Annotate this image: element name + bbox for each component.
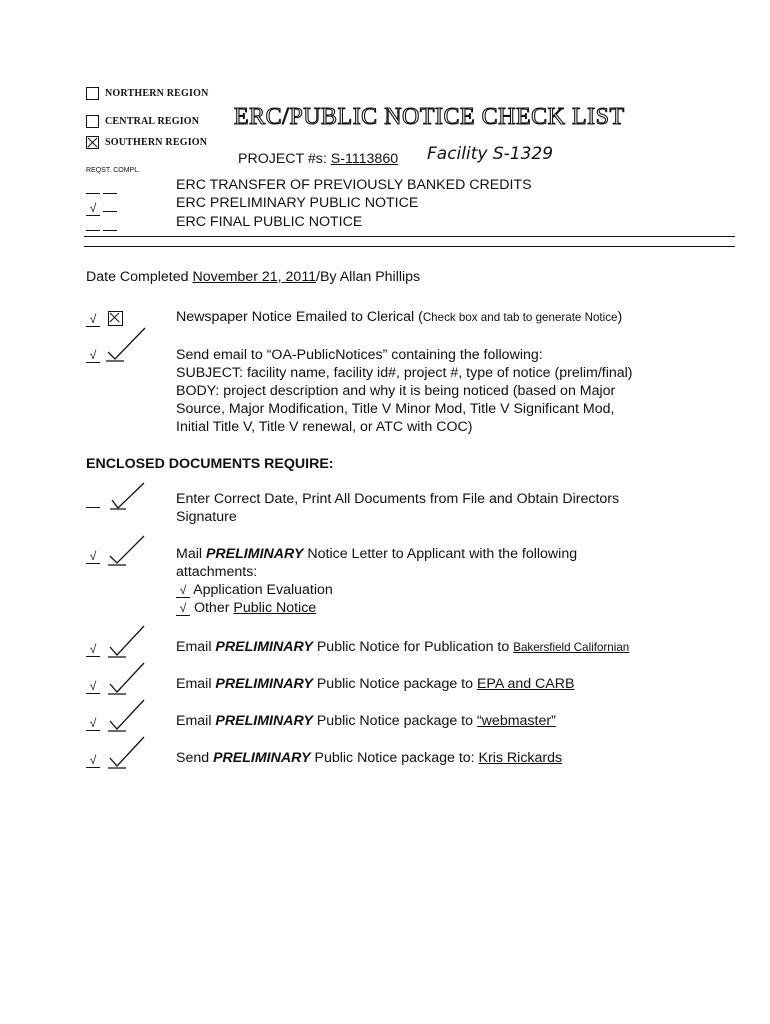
enter-date-handcheck — [110, 481, 146, 511]
email-item-1 — [176, 675, 574, 693]
email-item-3-check[interactable]: √ — [86, 754, 100, 768]
email-item-0-mark — [86, 642, 100, 657]
region-northern[interactable] — [86, 87, 209, 100]
email-item-0-handcheck — [108, 624, 146, 658]
email-item-3-pre: Send — [176, 750, 214, 766]
email-item-0-pre: Email — [176, 639, 216, 655]
newspaper-label: Newspaper Notice Emailed to Clerical ( — [176, 309, 423, 325]
mail-prelim-line-1: attachments: — [176, 564, 258, 580]
mail-prelim-handcheck — [108, 534, 146, 566]
date-completed-value: November 21, 2011 — [192, 269, 317, 285]
attachment-1-value: Public Notice — [233, 600, 317, 616]
enter-date-mark — [86, 494, 100, 511]
region-southern[interactable] — [86, 136, 207, 149]
email-item-2-pre: Email — [176, 713, 216, 729]
mail-prelim-line-0 — [176, 545, 577, 563]
notice-type-1: ERC PRELIMINARY PUBLIC NOTICE — [176, 195, 419, 211]
reqst-compl-label: REQST. COMPL. — [86, 167, 141, 174]
mail-prelim-pre: Mail — [176, 546, 206, 562]
email-item-2-em: PRELIMINARY — [215, 713, 313, 729]
region-southern-checkbox[interactable] — [86, 136, 99, 149]
email-item-2-check[interactable]: √ — [86, 717, 100, 731]
email-item-3-em: PRELIMINARY — [213, 750, 311, 766]
email-item-0-em: PRELIMINARY — [215, 639, 313, 655]
email-item-0-check[interactable]: √ — [86, 643, 100, 657]
notice-type-row-2-marks — [86, 217, 117, 234]
enter-date-check[interactable] — [86, 494, 100, 508]
attachment-1 — [176, 599, 577, 617]
enter-date-line-1: Signature — [176, 509, 237, 525]
email-item-2-handcheck — [108, 698, 146, 732]
region-northern-label: NORTHERN REGION — [105, 87, 209, 99]
mail-prelim-check[interactable]: √ — [86, 550, 100, 564]
project-line — [238, 150, 398, 168]
divider-bottom — [84, 246, 735, 247]
email-item-1-mark — [86, 679, 100, 694]
send-email-line-1: SUBJECT: facility name, facility id#, project #, type of notice (prelim/final) — [176, 365, 633, 381]
newspaper-check[interactable]: √ — [86, 313, 100, 327]
date-completed-label: Date Completed — [86, 269, 189, 285]
compl-blank-2[interactable] — [103, 217, 117, 231]
enclosed-heading: ENCLOSED DOCUMENTS REQUIRE: — [86, 456, 334, 472]
email-item-3-handcheck — [108, 735, 146, 769]
divider-top — [84, 236, 735, 237]
newspaper-close: ) — [617, 309, 623, 325]
email-item-1-pre: Email — [176, 676, 216, 692]
email-item-2 — [176, 712, 556, 730]
email-item-0 — [176, 638, 629, 657]
region-northern-checkbox[interactable] — [86, 87, 99, 100]
project-handwritten: Facility S-1329 — [427, 144, 554, 164]
email-item-3 — [176, 749, 562, 767]
project-label: PROJECT #s: — [238, 151, 327, 167]
attachment-0-label: Application Evaluation — [193, 582, 333, 598]
page-title: ERC/PUBLIC NOTICE CHECK LIST — [234, 104, 625, 130]
send-email-block — [176, 346, 633, 436]
email-item-1-target: EPA and CARB — [476, 676, 575, 692]
enter-date-block — [176, 490, 619, 526]
attachment-1-check[interactable]: √ — [176, 602, 190, 616]
mail-prelim-post: Notice Letter to Applicant with the following — [303, 546, 578, 562]
email-item-3-mark — [86, 753, 100, 768]
newspaper-hint: Check box and tab to generate Notice — [422, 311, 618, 324]
notice-type-0: ERC TRANSFER OF PREVIOUSLY BANKED CREDITS — [176, 177, 532, 193]
email-item-1-check[interactable]: √ — [86, 680, 100, 694]
notice-type-row-1-marks — [86, 198, 117, 216]
region-southern-label: SOUTHERN REGION — [105, 136, 208, 148]
email-item-2-post: Public Notice package to — [312, 713, 477, 729]
email-item-0-post: Public Notice for Publication to — [312, 639, 514, 655]
attachment-1-label: Other — [193, 600, 234, 616]
email-item-1-em: PRELIMINARY — [215, 676, 313, 692]
send-email-handcheck — [106, 326, 146, 362]
reqst-blank-1[interactable]: √ — [86, 202, 100, 216]
send-email-line-0: Send email to “OA-PublicNotices” containing the following: — [176, 347, 543, 363]
email-item-2-target: “webmaster” — [476, 713, 556, 729]
email-item-2-mark — [86, 716, 100, 731]
notice-type-2: ERC FINAL PUBLIC NOTICE — [176, 214, 363, 230]
compl-blank-0[interactable] — [103, 180, 117, 194]
mail-prelim-em: PRELIMINARY — [205, 546, 304, 562]
newspaper-text — [176, 308, 622, 327]
region-central[interactable] — [86, 115, 199, 128]
compl-blank-1[interactable] — [103, 198, 117, 212]
newspaper-checkbox[interactable] — [108, 311, 123, 326]
reqst-blank-2[interactable] — [86, 217, 100, 231]
send-email-line-2: BODY: project description and why it is being noticed (based on Major — [176, 383, 616, 399]
newspaper-mark — [86, 312, 100, 327]
email-item-1-post: Public Notice package to — [312, 676, 477, 692]
email-item-3-post: Public Notice package to: — [310, 750, 479, 766]
attachment-0-check[interactable]: √ — [176, 584, 190, 598]
enter-date-line-0: Enter Correct Date, Print All Documents from File and Obtain Directors — [176, 491, 620, 507]
attachment-0 — [176, 581, 577, 599]
email-item-1-handcheck — [108, 661, 146, 695]
email-item-3-target: Kris Rickards — [478, 750, 563, 766]
reqst-blank-0[interactable] — [86, 180, 100, 194]
send-email-check[interactable]: √ — [86, 349, 100, 363]
mail-prelim-mark — [86, 549, 100, 564]
region-central-label: CENTRAL REGION — [105, 115, 200, 127]
mail-prelim-block — [176, 545, 577, 617]
project-number: S-1113860 — [330, 151, 399, 167]
region-central-checkbox[interactable] — [86, 115, 99, 128]
date-completed-line — [86, 268, 420, 286]
date-completed-by: /By Allan Phillips — [316, 269, 421, 285]
send-email-mark — [86, 348, 100, 363]
notice-type-row-0-marks — [86, 180, 117, 197]
send-email-line-3: Source, Major Modification, Title V Minor Mod, Title V Significant Mod, — [176, 401, 615, 417]
email-item-0-target: Bakersfield Californian — [513, 641, 630, 654]
send-email-line-4: Initial Title V, Title V renewal, or ATC with COC) — [176, 419, 473, 435]
